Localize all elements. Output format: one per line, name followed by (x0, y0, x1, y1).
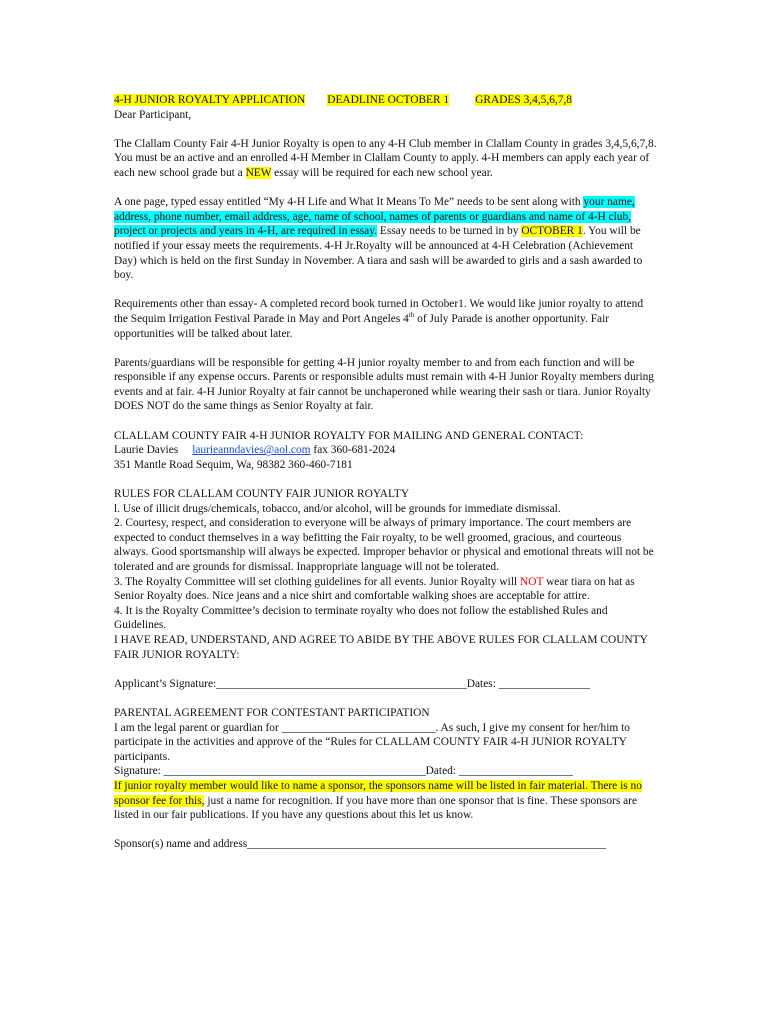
parental-heading: PARENTAL AGREEMENT FOR CONTESTANT PARTICIPATION (114, 706, 430, 719)
deadline-label: DEADLINE OCTOBER 1 (327, 94, 450, 106)
intro-paragraph: The Clallam County Fair 4-H Junior Royalty is open to any 4-H Club member in Clallam County in grades 3,4,5,6,7,8. You must be an active and an enrolled 4-H Member in Clallam County to apply. 4-H members can apply each year of each new school grade but a NEW essay will be required for each new school year. (114, 137, 657, 179)
contact-address: 351 Mantle Road Sequim, Wa, 98382 360-460-7181 (114, 458, 353, 471)
sponsor-highlight: If junior royalty member would like to name a sponsor, the sponsors name will be listed in fair material. There is no sponsor fee for this, (114, 779, 642, 807)
parent-signature-line[interactable]: Signature: ______________________________________________Dated: ____________________ (114, 765, 573, 778)
rule-2: 2. Courtesy, respect, and consideration to everyone will be always of primary importance. The court members are expected to conduct themselves in a way befitting the Fair royalty, to be well groomed, gracious, and courteous always. Good sportsmanship will always be expected. Improper behavior or physical and emotional threats will not be tolerated and are grounds for dismissal. Inappropriate language will not be tolerated. (114, 517, 654, 573)
sponsor-paragraph: If junior royalty member would like to name a sponsor, the sponsors name will be listed in fair material. There is no sponsor fee for this, just a name for recognition. If you have more than one sponsor that is fine. These sponsors are listed in our fair publications. If you have any questions about this let us know. (114, 779, 642, 822)
essay-required-info-highlight: your name, address, phone number, email address, age, name of school, names of (114, 196, 635, 223)
parents-paragraph: Parents/guardians will be responsible for getting 4-H junior royalty member to and from each function and will be responsible if any expense occurs. Parents or responsible adults must remain with 4-H Junior Royalty members during events and at fair. 4-H Junior Royalty at fair cannot be unchaperoned while wearing their sash or tiara. Junior Royalty DOES NOT do the same things as Senior Royalty at fair. (114, 356, 654, 413)
contact-fax: fax 360-681-2024 (310, 444, 396, 457)
contact-name: Laurie Davies (114, 444, 179, 457)
parental-consent-text: I am the legal parent or guardian for ___________________________. As such, I give my consent for her/him to participate in the activities and approve of the “Rules for CLALLAM COUNTY FAIR 4-H JUNIOR ROYALTY participants. (114, 721, 630, 763)
essay-paragraph: A one page, typed essay entitled “My 4-H Life and What It Means To Me” needs to be sent along with your name, address, phone number, email address, age, name of school, names of parents or guardians and name of 4-H club, project or projects and years in 4-H, are required in essay. Essay needs to be turned in by OCTOBER 1. You will be notified if your essay meets the requirements. 4-H Jr.Royalty will be announced at 4-H Celebration (Achievement Day) which is held on the first Sunday in November. A tiara and sash will be awarded to girls and a sash awarded to boy. (114, 196, 643, 282)
grades-label: GRADES 3,4,5,6,7,8 (475, 94, 572, 106)
applicant-signature-line[interactable]: Applicant’s Signature:____________________________________________Dates: ________________ (114, 677, 590, 690)
requirements-paragraph: Requirements other than essay- A completed record book turned in October1. We would like junior royalty to attend the Sequim Irrigation Festival Parade in May and Port Angeles 4th of July Parade is another opportunity. Fair opportunities will be talked about later. (114, 298, 644, 340)
not-emphasis: NOT (520, 575, 544, 588)
sponsor-address-line[interactable]: Sponsor(s) name and address_______________________________________________________________ (114, 838, 606, 851)
rule-1: l. Use of illicit drugs/chemicals, tobacco, and/or alcohol, will be grounds for immediate dismissal. (114, 502, 561, 515)
document-body (114, 93, 658, 852)
contact-line (114, 443, 658, 458)
new-highlight: NEW (245, 166, 272, 179)
essay-parents-highlight: parents or guardians and name of 4-H club, project or projects and years in 4-H, are required in essay. (114, 210, 632, 238)
rules-heading: RULES FOR CLALLAM COUNTY FAIR JUNIOR ROYALTY (114, 488, 410, 501)
agreement-statement: I HAVE READ, UNDERSTAND, AND AGREE TO ABIDE BY THE ABOVE RULES FOR CLALLAM COUNTY FAIR JUNIOR ROYALTY: (114, 633, 648, 661)
essay-deadline-highlight: OCTOBER 1 (521, 225, 583, 238)
rule-3: 3. The Royalty Committee will set clothing guidelines for all events. Junior Royalty will NOT wear tiara on hat as Senior Royalty does. Nice jeans and a nice shirt and comfortable walking shoes are acceptable for attire. (114, 575, 635, 603)
salutation: Dear Participant, (114, 108, 192, 121)
document-title: 4-H JUNIOR ROYALTY APPLICATION (114, 94, 306, 106)
header-line (114, 93, 658, 108)
contact-heading: CLALLAM COUNTY FAIR 4-H JUNIOR ROYALTY FOR MAILING AND GENERAL CONTACT: (114, 429, 584, 442)
rule-4: 4. It is the Royalty Committee’s decision to terminate royalty who does not follow the established Rules and Guidelines. (114, 604, 608, 632)
contact-email-link[interactable]: laurieanndavies@aol.com (192, 444, 311, 457)
